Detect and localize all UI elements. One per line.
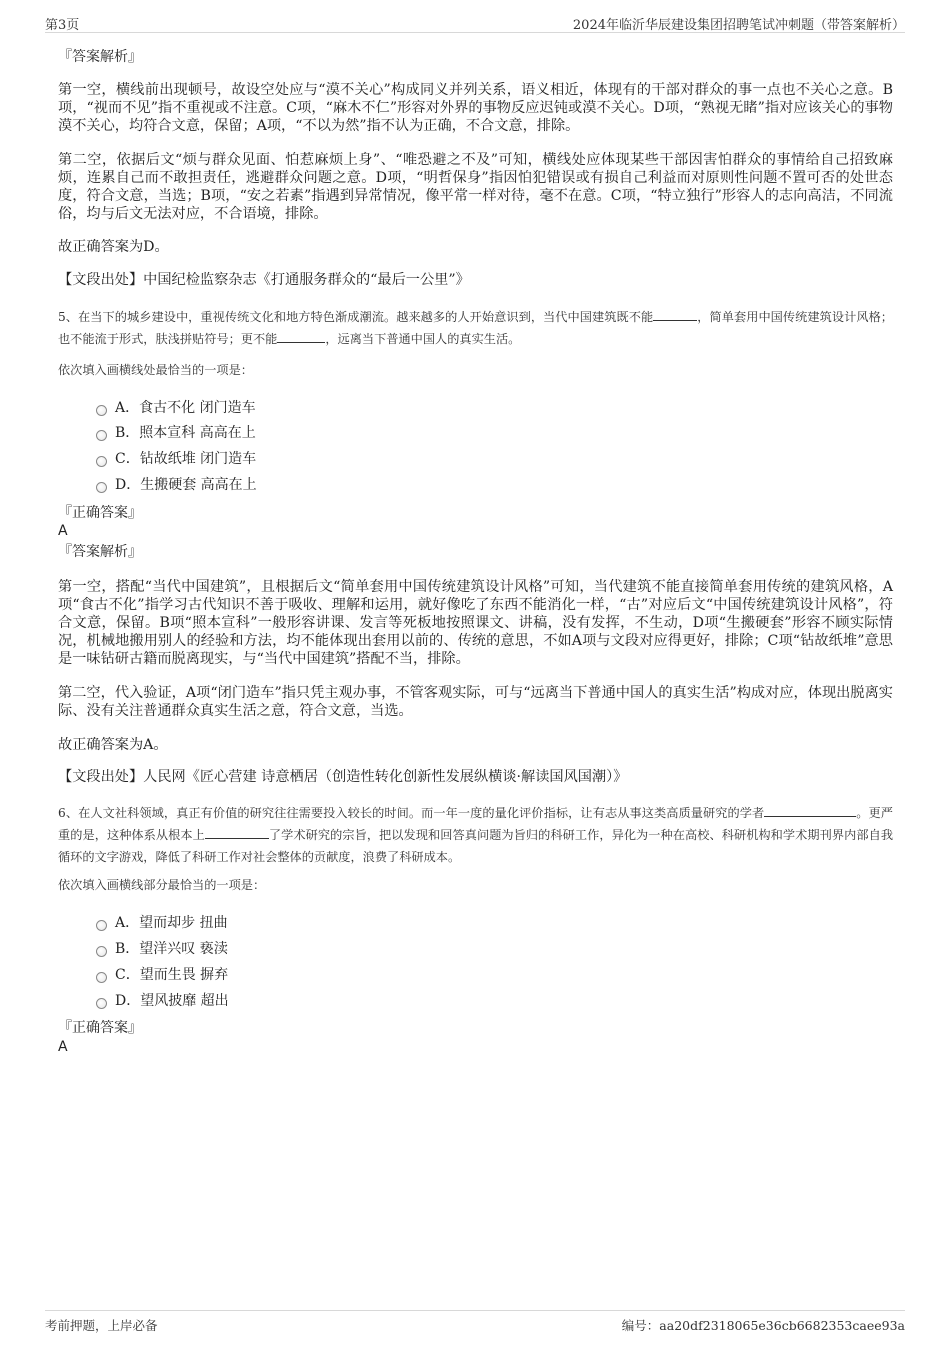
q6-blank-1 (764, 804, 856, 817)
q6-option-d-letter: D． (115, 993, 141, 1009)
radio-icon[interactable] (96, 946, 107, 957)
q4-source: 【文段出处】中国纪检监察杂志《打通服务群众的“最后一公里”》 (58, 272, 470, 288)
q5-stem (58, 306, 893, 350)
q5-option-d-text: 生搬硬套 高高在上 (140, 477, 257, 493)
document-title: 2024年临沂华辰建设集团招聘笔试冲刺题（带答案解析） (572, 18, 905, 33)
q6-correct-label: 『正确答案』 (58, 1020, 142, 1036)
q6-option-b-text: 望洋兴叹 亵渎 (139, 941, 228, 957)
q5-analysis-para1: 第一空，搭配“当代中国建筑”，且根据后文“简单套用中国传统建筑设计风格”可知，当代建筑不能直接简单套用传统的建筑风格，A项“食古不化”指学习古代知识不善于吸收、理解和运用，就好像吃了东西不能消化一样，“古”对应后文“中国传统建筑设计风格”，符合文意，保留。B项“照本宣科”一般形容讲课、发言等死板地按照课文、讲稿，没有发挥，不生动，D项“生搬硬套”形容不顾实际情况，机械地搬用别人的经验和方法，均不能体现出套用以前的、传统的意思，不如A项与文段对应得更好，排除；C项“钻故纸堆”意思是一味钻研古籍而脱离现实，与“当代中国建筑”搭配不当，排除。 (58, 579, 893, 667)
q5-option-b[interactable] (96, 424, 256, 442)
q5-source: 【文段出处】人民网《匠心营建 诗意栖居（创造性转化创新性发展纵横谈·解读国风国潮）》 (58, 769, 628, 785)
q5-option-a-text: 食古不化 闭门造车 (139, 400, 256, 416)
q6-correct-answer: A (58, 1039, 68, 1055)
q5-stem-part1: 5、在当下的城乡建设中，重视传统文化和地方特色渐成潮流。越来越多的人开始意识到，当代中国建筑既不能 (58, 310, 654, 324)
q5-option-d[interactable] (96, 476, 257, 494)
q6-option-d-text: 望风披靡 超出 (140, 993, 229, 1009)
q6-stem-part2: 。更严重的是，这种体系从根本上 (58, 806, 893, 842)
q5-prompt: 依次填入画横线处最恰当的一项是： (58, 363, 253, 377)
radio-icon[interactable] (96, 430, 107, 441)
q5-conclusion: 故正确答案为A。 (58, 737, 168, 753)
radio-icon[interactable] (96, 405, 107, 416)
q5-option-d-letter: D． (115, 477, 141, 493)
radio-icon[interactable] (96, 920, 107, 931)
q6-stem (58, 802, 893, 868)
q4-conclusion: 故正确答案为D。 (58, 239, 169, 255)
q5-option-b-text: 照本宣科 高高在上 (139, 425, 256, 441)
q4-analysis-para1: 第一空，横线前出现顿号，故设空处应与“漠不关心”构成同义并列关系，语义相近，体现有的干部对群众的事一点也不关心之意。B项，“视而不见”指不重视或不注意。C项，“麻木不仁”形容对外界的事物反应迟钝或漠不关心。D项，“熟视无睹”指对应该关心的事物漠不关心，均符合文意，保留；A项，“不以为然”指不认为正确，不合文意，排除。 (58, 82, 893, 134)
q6-option-a[interactable] (96, 914, 228, 932)
q4-analysis-para2: 第二空，依据后文“烦与群众见面、怕惹麻烦上身”、“唯恐避之不及”可知，横线处应体现某些干部因害怕群众的事情给自己招致麻烦，连累自己而不敢担责任，逃避群众问题之意。D项，“明哲保身”指因怕犯错误或有损自己利益而对原则性问题不置可否的处世态度，符合文意，当选；B项，“安之若素”指遇到异常情况，像平常一样对待，毫不在意。C项，“特立独行”形容人的志向高洁，不同流俗，均与后文无法对应，不合语境，排除。 (58, 152, 893, 222)
q6-stem-part3: 了学术研究的宗旨，把以发现和回答真问题为旨归的科研工作，异化为一种在高校、科研机构和学术期刊界内部自我循环的文字游戏，降低了科研工作对社会整体的贡献度，浪费了科研成本。 (58, 828, 894, 864)
footer-slogan: 考前押题，上岸必备 (45, 1318, 158, 1333)
page-number: 第3页 (45, 18, 80, 33)
radio-icon[interactable] (96, 482, 107, 493)
q5-option-b-letter: B． (115, 425, 140, 441)
page-header (45, 14, 905, 33)
q6-option-b[interactable] (96, 940, 228, 958)
q5-stem-part2: ，简单套用中国传统建筑设计风格；也不能流于形式，肤浅拼贴符号；更不能 (58, 310, 893, 346)
q5-option-a-letter: A． (115, 400, 140, 416)
page-footer (45, 1310, 905, 1337)
radio-icon[interactable] (96, 998, 107, 1009)
q5-option-c[interactable] (96, 450, 256, 468)
q5-correct-label: 『正确答案』 (58, 505, 142, 521)
q6-option-b-letter: B． (115, 941, 140, 957)
q5-analysis-label: 『答案解析』 (58, 544, 142, 560)
q5-option-c-letter: C． (115, 451, 140, 467)
q6-option-a-text: 望而却步 扭曲 (139, 915, 228, 931)
q6-option-a-letter: A． (115, 915, 140, 931)
q6-option-c-text: 望而生畏 摒弃 (139, 967, 229, 983)
q5-option-c-text: 钻故纸堆 闭门造车 (139, 451, 257, 467)
q5-correct-answer: A (58, 523, 68, 539)
q5-option-a[interactable] (96, 399, 256, 417)
q6-option-c-letter: C． (115, 967, 140, 983)
q6-option-c[interactable] (96, 966, 228, 984)
q5-analysis-para2: 第二空，代入验证，A项“闭门造车”指只凭主观办事，不管客观实际，可与“远离当下普通中国人的真实生活”构成对应，体现出脱离实际、没有关注普通群众真实生活之意，符合文意，当选。 (58, 685, 893, 719)
document-id: 编号：aa20df2318065e36cb6682353caee93a (621, 1318, 905, 1333)
radio-icon[interactable] (96, 972, 107, 983)
q6-prompt: 依次填入画横线部分最恰当的一项是： (58, 878, 266, 892)
q6-blank-2 (205, 826, 269, 839)
q5-stem-part3: ，远离当下普通中国人的真实生活。 (325, 332, 521, 346)
radio-icon[interactable] (96, 456, 107, 467)
q6-option-d[interactable] (96, 992, 229, 1010)
q5-blank-2 (277, 330, 325, 343)
q6-stem-part1: 6、在人文社科领域，真正有价值的研究往往需要投入较长的时间。而一年一度的量化评价指标，让有志从事这类高质量研究的学者 (58, 806, 765, 820)
q5-blank-1 (653, 308, 697, 321)
q4-analysis-label: 『答案解析』 (58, 49, 142, 65)
